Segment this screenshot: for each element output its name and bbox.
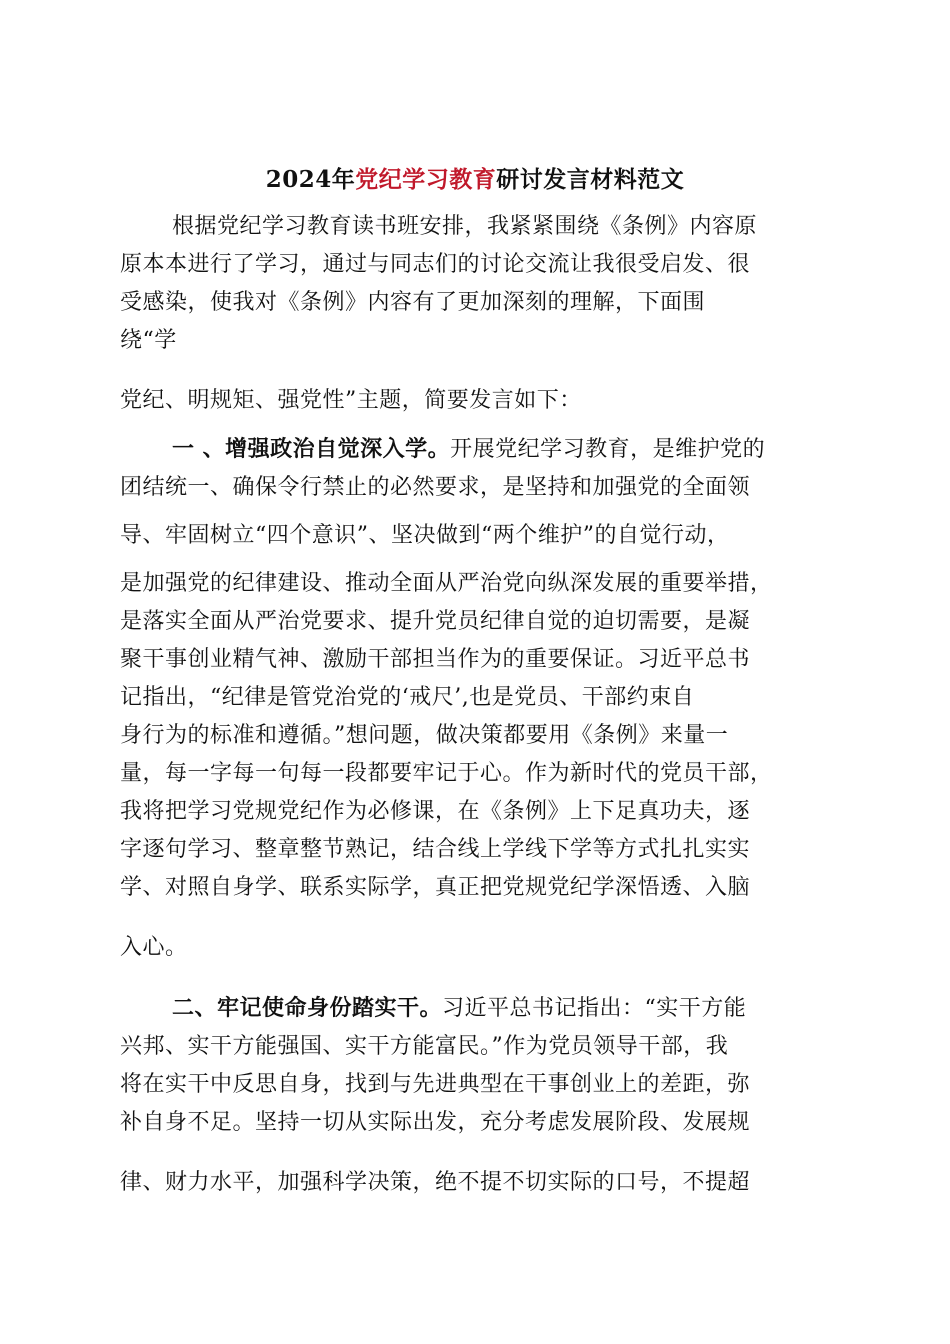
section1-line: 字逐句学习、整章整节熟记，结合线上学线下学等方式扎扎实实 (120, 837, 751, 862)
section2-line: 律、财力水平，加强科学决策，绝不提不切实际的口号，不提超 (120, 1170, 751, 1195)
intro-line: 根据党纪学习教育读书班安排，我紧紧围绕《条例》内容原 (172, 214, 758, 239)
section1-line: 入心。 (120, 935, 188, 960)
section1-line: 学、对照自身学、联系实际学，真正把党规党纪学深悟透、入脑 (120, 875, 751, 900)
section1-first-line (120, 430, 832, 469)
section2-heading: 二、牢记使命身份踏实干。 (172, 995, 443, 1021)
section1-line: 记指出，“纪律是管党治党的‘戒尺’,也是党员、干部约束自 (120, 685, 695, 710)
section1-line: 聚干事创业精气神、激励干部担当作为的重要保证。习近平总书 (120, 647, 751, 672)
document-title (0, 160, 950, 200)
section1-line: 我将把学习党规党纪作为必修课，在《条例》上下足真功夫，逐 (120, 799, 751, 824)
section1-line: 身行为的标准和遵循。”想问题，做决策都要用《条例》来量一 (120, 723, 729, 748)
section2-line: 将在实干中反思自身，找到与先进典型在干事创业上的差距，弥 (120, 1072, 751, 1097)
section1-line: 量，每一字每一句每一段都要牢记于心。作为新时代的党员干部， (120, 761, 773, 786)
intro-line: 党纪、明规矩、强党性”主题，简要发言如下： (120, 388, 582, 413)
section1-line: 导、牢固树立“四个意识”、坚决做到“两个维护”的自觉行动， (120, 523, 730, 548)
title-suffix: 研讨发言材料范文 (496, 166, 685, 193)
title-accent: 党纪学习教育 (355, 166, 497, 193)
section1-heading: 一 、增强政治自觉深入学。 (172, 436, 451, 462)
intro-line: 受感染，使我对《条例》内容有了更加深刻的理解，下面围 (120, 290, 706, 315)
section1-line: 团结统一、确保令行禁止的必然要求，是坚持和加强党的全面领 (120, 475, 751, 500)
section2-first-text: 习近平总书记指出：“实干方能 (442, 996, 747, 1021)
document-body (120, 208, 832, 1202)
section1-line: 是加强党的纪律建设、推动全面从严治党向纵深发展的重要举措， (120, 571, 773, 596)
section1-first-text: 开展党纪学习教育，是维护党的 (450, 437, 766, 462)
intro-line: 原本本进行了学习，通过与同志们的讨论交流让我很受启发、很 (120, 252, 751, 277)
section2-first-line (120, 989, 832, 1028)
section1-line: 是落实全面从严治党要求、提升党员纪律自觉的迫切需要，是凝 (120, 609, 751, 634)
title-prefix: 2024年 (265, 166, 356, 193)
intro-line: 绕“学 (120, 328, 177, 353)
section2-line: 补自身不足。坚持一切从实际出发，充分考虑发展阶段、发展规 (120, 1110, 751, 1135)
section2-line: 兴邦、实干方能强国、实干方能富民。”作为党员领导干部，我 (120, 1034, 729, 1059)
